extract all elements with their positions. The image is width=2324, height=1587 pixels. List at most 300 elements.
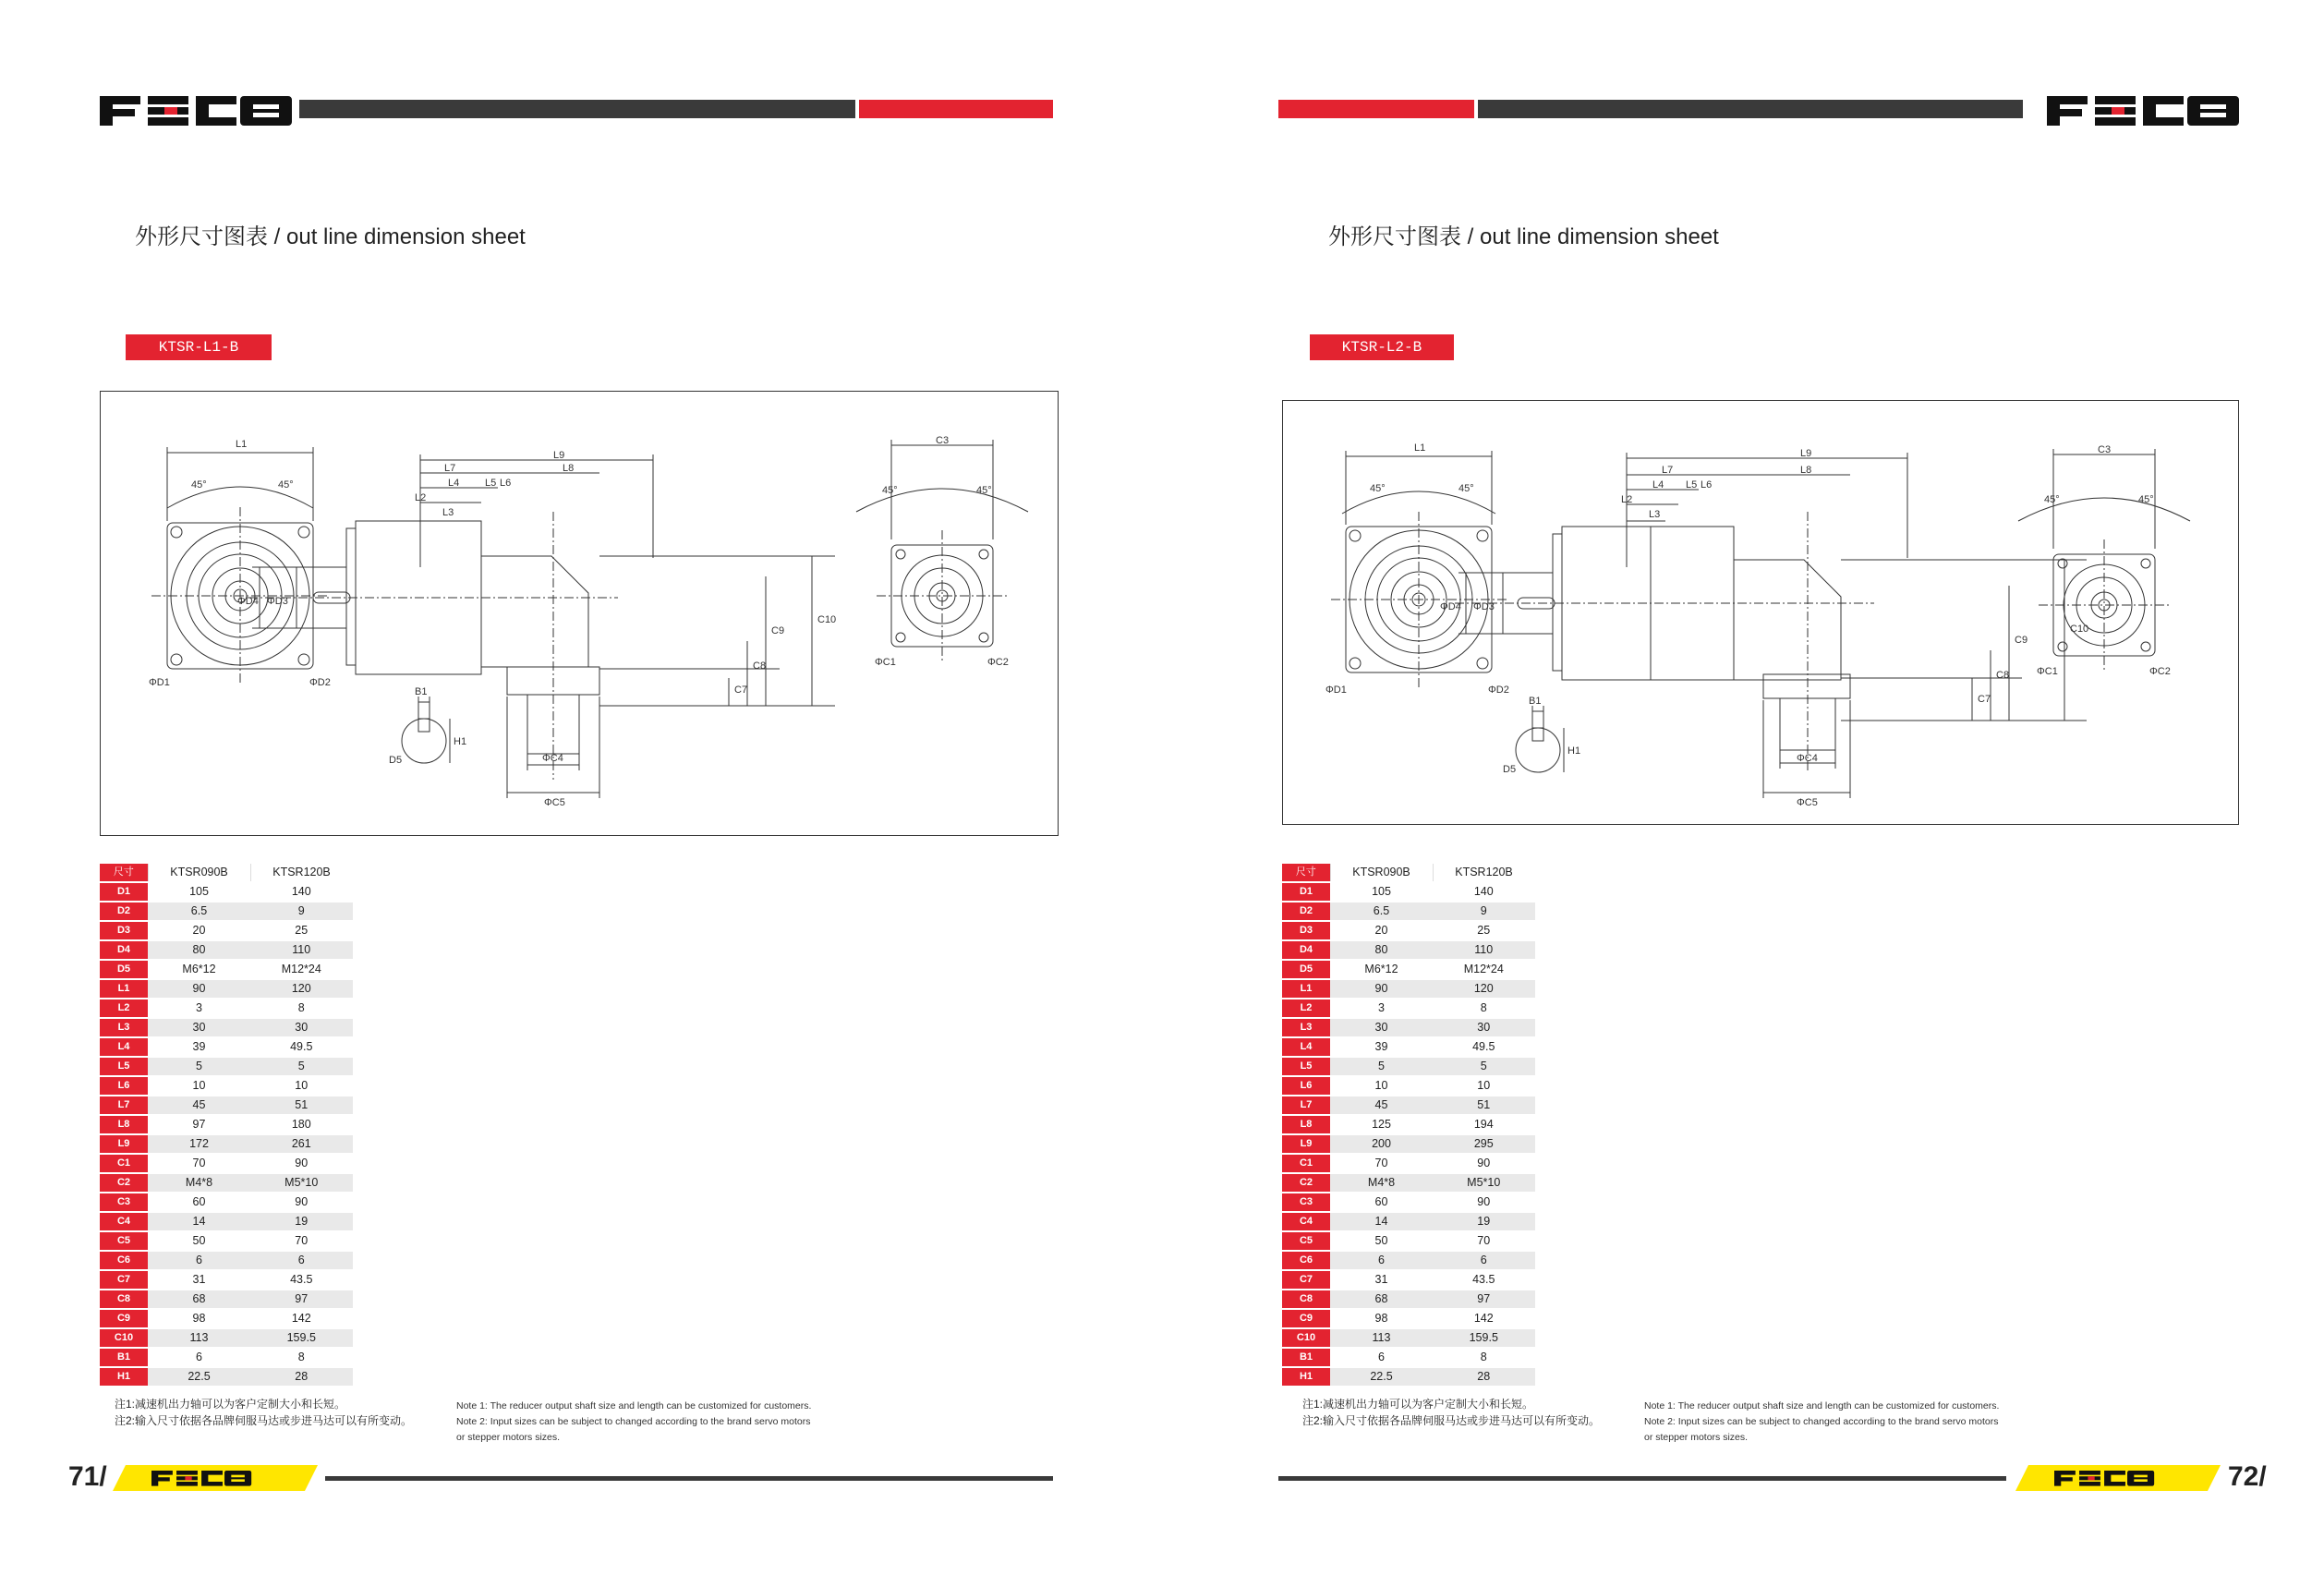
value-ktsr120b: 142: [250, 1309, 353, 1328]
value-ktsr120b: 19: [250, 1212, 353, 1231]
value-ktsr120b: 5: [250, 1057, 353, 1076]
value-ktsr090b: 22.5: [148, 1367, 250, 1387]
dimension-code: C1: [1282, 1154, 1330, 1173]
value-ktsr090b: 113: [1330, 1328, 1433, 1348]
value-ktsr120b: 180: [250, 1115, 353, 1134]
value-ktsr090b: 20: [1330, 921, 1433, 940]
note-cn-1: 注1:减速机出力轴可以为客户定制大小和长短。: [115, 1398, 346, 1411]
dimension-code: C2: [1282, 1173, 1330, 1193]
value-ktsr120b: 142: [1433, 1309, 1535, 1328]
value-ktsr090b: 6: [1330, 1348, 1433, 1367]
label-c7: C7: [734, 684, 748, 696]
value-ktsr090b: 50: [1330, 1231, 1433, 1251]
dimension-code: D4: [100, 940, 148, 960]
value-ktsr120b: 110: [250, 940, 353, 960]
dimension-code: L5: [100, 1057, 148, 1076]
value-ktsr120b: 70: [1433, 1231, 1535, 1251]
value-ktsr090b: 6.5: [148, 902, 250, 921]
dimension-code: L8: [1282, 1115, 1330, 1134]
table-head-col-2: KTSR120B: [1433, 864, 1535, 882]
value-ktsr120b: 49.5: [250, 1037, 353, 1057]
front-view: [1331, 451, 1508, 689]
table-row: [1282, 960, 1535, 979]
value-ktsr120b: 49.5: [1433, 1037, 1535, 1057]
value-ktsr090b: 68: [148, 1290, 250, 1309]
label-angle-4: 45°: [2138, 494, 2154, 505]
table-row: [1282, 1270, 1535, 1290]
table-row: [100, 1076, 353, 1096]
label-angle-1: 45°: [191, 479, 207, 491]
label-angle-3: 45°: [2044, 494, 2060, 505]
value-ktsr090b: 70: [148, 1154, 250, 1173]
label-l5: L5: [485, 478, 497, 489]
label-l9: L9: [553, 450, 565, 461]
value-ktsr120b: 90: [250, 1154, 353, 1173]
table-row: [1282, 1367, 1535, 1387]
value-ktsr120b: 159.5: [250, 1328, 353, 1348]
label-angle-2: 45°: [1459, 483, 1474, 494]
dimension-code: B1: [1282, 1348, 1330, 1367]
dimension-code: C5: [100, 1231, 148, 1251]
table-row: [1282, 1251, 1535, 1270]
label-d2: ΦD2: [1488, 684, 1509, 696]
dimension-code: L7: [1282, 1096, 1330, 1115]
table-row: [100, 1309, 353, 1328]
section-title: 外形尺寸图表 / out line dimension sheet: [1328, 224, 1719, 249]
dimension-code: D5: [1282, 960, 1330, 979]
value-ktsr090b: 3: [148, 999, 250, 1018]
value-ktsr090b: 39: [148, 1037, 250, 1057]
table-row: [1282, 1173, 1535, 1193]
note-cn-2: 注2:输入尺寸依据各品牌伺服马达或步进马达可以有所变动。: [1302, 1414, 1601, 1427]
dimension-code: L3: [1282, 1018, 1330, 1037]
value-ktsr120b: 25: [250, 921, 353, 940]
table-head-col-1: KTSR090B: [1330, 864, 1433, 882]
value-ktsr090b: 10: [1330, 1076, 1433, 1096]
label-c3: C3: [936, 435, 950, 446]
note-en-3: or stepper motors sizes.: [1644, 1432, 1749, 1443]
note-cn-2: 注2:输入尺寸依据各品牌伺服马达或步进马达可以有所变动。: [115, 1414, 413, 1427]
table-head-code: 尺寸: [1282, 864, 1330, 882]
value-ktsr090b: 97: [148, 1115, 250, 1134]
label-angle-2: 45°: [278, 479, 294, 491]
label-l2: L2: [415, 492, 427, 503]
note-en-2: Note 2: Input sizes can be subject to changed according to the brand servo motors: [1644, 1416, 1999, 1427]
table-row: [1282, 1328, 1535, 1348]
table-row: [100, 1231, 353, 1251]
value-ktsr090b: M4*8: [148, 1173, 250, 1193]
value-ktsr120b: 8: [250, 1348, 353, 1367]
value-ktsr090b: 60: [148, 1193, 250, 1212]
dimension-code: C4: [100, 1212, 148, 1231]
drawing-svg: [101, 392, 1058, 835]
dimension-code: L2: [100, 999, 148, 1018]
dimension-code: L5: [1282, 1057, 1330, 1076]
table-row: [1282, 921, 1535, 940]
label-c9: C9: [771, 625, 785, 636]
value-ktsr120b: 97: [250, 1290, 353, 1309]
table-row: [100, 921, 353, 940]
table-row: [1282, 1115, 1535, 1134]
table-row: [1282, 999, 1535, 1018]
value-ktsr120b: 194: [1433, 1115, 1535, 1134]
value-ktsr120b: 90: [1433, 1193, 1535, 1212]
table-body: [1282, 882, 1535, 1387]
value-ktsr120b: 295: [1433, 1134, 1535, 1154]
label-l4: L4: [448, 478, 460, 489]
label-l1: L1: [1414, 442, 1426, 454]
value-ktsr090b: 6: [1330, 1251, 1433, 1270]
table-row: [100, 940, 353, 960]
header-bar-dark: [1478, 100, 2023, 118]
label-c2: ΦC2: [987, 657, 1009, 668]
table-row: [100, 1270, 353, 1290]
value-ktsr120b: 51: [250, 1096, 353, 1115]
table-row: [1282, 1193, 1535, 1212]
dimension-code: C4: [1282, 1212, 1330, 1231]
value-ktsr090b: 98: [148, 1309, 250, 1328]
model-tag: KTSR-L2-B: [1310, 334, 1454, 360]
label-d3: ΦD3: [267, 596, 288, 607]
value-ktsr090b: 90: [148, 979, 250, 999]
value-ktsr090b: 80: [148, 940, 250, 960]
table-row: [100, 1328, 353, 1348]
dimension-code: L1: [1282, 979, 1330, 999]
dimension-code: L9: [1282, 1134, 1330, 1154]
label-d4: ΦD4: [237, 596, 259, 607]
table-row: [1282, 1290, 1535, 1309]
label-l6: L6: [500, 478, 512, 489]
label-c4: ΦC4: [1797, 753, 1818, 764]
dimension-code: C2: [100, 1173, 148, 1193]
label-b1: B1: [1529, 696, 1542, 707]
value-ktsr090b: 90: [1330, 979, 1433, 999]
label-l7: L7: [444, 463, 456, 474]
value-ktsr120b: 9: [1433, 902, 1535, 921]
value-ktsr090b: 70: [1330, 1154, 1433, 1173]
dimension-code: B1: [100, 1348, 148, 1367]
value-ktsr090b: 3: [1330, 999, 1433, 1018]
value-ktsr120b: M5*10: [250, 1173, 353, 1193]
label-c10: C10: [817, 614, 837, 625]
value-ktsr090b: 39: [1330, 1037, 1433, 1057]
dimension-code: C7: [100, 1270, 148, 1290]
label-l4: L4: [1652, 479, 1664, 491]
side-view: [1455, 453, 2087, 798]
dimension-code: D1: [1282, 882, 1330, 902]
dimension-code: L4: [100, 1037, 148, 1057]
value-ktsr120b: 120: [1433, 979, 1535, 999]
footer-badge: [2015, 1465, 2221, 1491]
value-ktsr090b: 14: [1330, 1212, 1433, 1231]
table-row: [1282, 1154, 1535, 1173]
table-row: [100, 1018, 353, 1037]
value-ktsr120b: 8: [1433, 1348, 1535, 1367]
value-ktsr120b: 51: [1433, 1096, 1535, 1115]
label-l6: L6: [1701, 479, 1713, 491]
value-ktsr090b: 105: [1330, 882, 1433, 902]
table-row: [1282, 1212, 1535, 1231]
table-row: [100, 1290, 353, 1309]
value-ktsr090b: 60: [1330, 1193, 1433, 1212]
value-ktsr120b: 25: [1433, 921, 1535, 940]
side-view: [248, 454, 835, 798]
label-d3: ΦD3: [1473, 601, 1495, 612]
table-row: [100, 1367, 353, 1387]
front-view: [151, 447, 330, 685]
dimension-code: D4: [1282, 940, 1330, 960]
dimension-table: [1282, 864, 1535, 1387]
label-h1: H1: [1567, 745, 1581, 757]
dimension-code: C3: [1282, 1193, 1330, 1212]
dimension-code: C9: [100, 1309, 148, 1328]
value-ktsr120b: 159.5: [1433, 1328, 1535, 1348]
table-row: [100, 999, 353, 1018]
table-row: [100, 1212, 353, 1231]
label-c4: ΦC4: [542, 753, 563, 764]
dimension-code: L9: [100, 1134, 148, 1154]
table-head-col-2: KTSR120B: [250, 864, 353, 882]
footer-line: [325, 1476, 1053, 1481]
value-ktsr090b: 6: [148, 1348, 250, 1367]
value-ktsr090b: 30: [148, 1018, 250, 1037]
label-l8: L8: [563, 463, 575, 474]
value-ktsr090b: 22.5: [1330, 1367, 1433, 1387]
value-ktsr090b: 200: [1330, 1134, 1433, 1154]
label-d2: ΦD2: [309, 677, 331, 688]
value-ktsr120b: 19: [1433, 1212, 1535, 1231]
label-c9: C9: [2015, 635, 2028, 646]
label-h1: H1: [454, 736, 467, 747]
dimension-code: L3: [100, 1018, 148, 1037]
output-view: [856, 440, 1028, 661]
page-number: 72/: [2228, 1461, 2267, 1492]
dimension-code: L2: [1282, 999, 1330, 1018]
header-bar-red: [1278, 100, 1474, 118]
label-d1: ΦD1: [1325, 684, 1347, 696]
label-c1: ΦC1: [875, 657, 896, 668]
page-right: [1162, 0, 2324, 1587]
label-l3: L3: [442, 507, 454, 518]
table-head-col-1: KTSR090B: [148, 864, 250, 882]
note-cn-1: 注1:减速机出力轴可以为客户定制大小和长短。: [1302, 1398, 1534, 1411]
dimension-code: L7: [100, 1096, 148, 1115]
value-ktsr120b: 70: [250, 1231, 353, 1251]
dimension-code: L4: [1282, 1037, 1330, 1057]
table-row: [100, 1173, 353, 1193]
table-row: [1282, 1348, 1535, 1367]
table-row: [100, 902, 353, 921]
value-ktsr120b: 120: [250, 979, 353, 999]
value-ktsr090b: 80: [1330, 940, 1433, 960]
label-l5: L5: [1686, 479, 1698, 491]
table-body: [100, 882, 353, 1387]
feco-logo: [2047, 96, 2239, 126]
table-row: [100, 1115, 353, 1134]
value-ktsr090b: 172: [148, 1134, 250, 1154]
value-ktsr090b: 31: [148, 1270, 250, 1290]
value-ktsr090b: 45: [1330, 1096, 1433, 1115]
label-l9: L9: [1800, 448, 1812, 459]
value-ktsr090b: 5: [1330, 1057, 1433, 1076]
note-en-3: or stepper motors sizes.: [456, 1432, 561, 1443]
value-ktsr120b: 261: [250, 1134, 353, 1154]
value-ktsr090b: M4*8: [1330, 1173, 1433, 1193]
value-ktsr090b: 113: [148, 1328, 250, 1348]
value-ktsr120b: 28: [250, 1367, 353, 1387]
dimension-code: C6: [100, 1251, 148, 1270]
table-row: [1282, 1037, 1535, 1057]
dimension-code: D3: [100, 921, 148, 940]
value-ktsr090b: 10: [148, 1076, 250, 1096]
dimension-code: C1: [100, 1154, 148, 1173]
note-en-2: Note 2: Input sizes can be subject to changed according to the brand servo motors: [456, 1416, 811, 1427]
table-row: [1282, 882, 1535, 902]
table-row: [100, 1193, 353, 1212]
dimension-code: D1: [100, 882, 148, 902]
feco-logo: [100, 96, 292, 126]
table-row: [1282, 1096, 1535, 1115]
note-en-1: Note 1: The reducer output shaft size and length can be customized for customers.: [456, 1400, 812, 1411]
value-ktsr120b: 28: [1433, 1367, 1535, 1387]
label-c7: C7: [1978, 694, 1991, 705]
table-row: [1282, 940, 1535, 960]
label-l3: L3: [1649, 509, 1661, 520]
section-title: 外形尺寸图表 / out line dimension sheet: [135, 224, 526, 249]
shaft-section: [1516, 706, 1564, 772]
label-angle-1: 45°: [1370, 483, 1386, 494]
value-ktsr120b: 90: [1433, 1154, 1535, 1173]
table-row: [100, 960, 353, 979]
dimension-code: C3: [100, 1193, 148, 1212]
label-angle-4: 45°: [976, 485, 992, 496]
value-ktsr120b: 90: [250, 1193, 353, 1212]
value-ktsr120b: 30: [1433, 1018, 1535, 1037]
dimension-code: D2: [1282, 902, 1330, 921]
label-c2: ΦC2: [2149, 666, 2171, 677]
label-c8: C8: [1996, 670, 2010, 681]
dimension-code: L1: [100, 979, 148, 999]
page-number: 71/: [68, 1461, 107, 1492]
table-row: [1282, 979, 1535, 999]
table-row: [100, 1096, 353, 1115]
table-row: [100, 979, 353, 999]
shaft-section: [402, 697, 450, 763]
dimension-code: C9: [1282, 1309, 1330, 1328]
value-ktsr090b: 45: [148, 1096, 250, 1115]
dimension-code: L8: [100, 1115, 148, 1134]
value-ktsr090b: 105: [148, 882, 250, 902]
value-ktsr120b: 140: [250, 882, 353, 902]
dimension-code: C8: [100, 1290, 148, 1309]
drawing-svg: [1283, 401, 2238, 824]
label-c1: ΦC1: [2037, 666, 2058, 677]
value-ktsr120b: 8: [1433, 999, 1535, 1018]
value-ktsr120b: 5: [1433, 1057, 1535, 1076]
value-ktsr120b: 10: [1433, 1076, 1535, 1096]
label-l7: L7: [1662, 465, 1674, 476]
table-row: [1282, 1076, 1535, 1096]
footer-badge: [113, 1465, 318, 1491]
header-bar-red: [859, 100, 1053, 118]
value-ktsr090b: 5: [148, 1057, 250, 1076]
table-row: [1282, 1057, 1535, 1076]
table-row: [100, 1348, 353, 1367]
table-row: [1282, 1231, 1535, 1251]
value-ktsr120b: M5*10: [1433, 1173, 1535, 1193]
label-d4: ΦD4: [1440, 601, 1461, 612]
value-ktsr120b: 9: [250, 902, 353, 921]
value-ktsr120b: 6: [250, 1251, 353, 1270]
note-en-1: Note 1: The reducer output shaft size and length can be customized for customers.: [1644, 1400, 2000, 1411]
table-row: [100, 882, 353, 902]
value-ktsr090b: 6: [148, 1251, 250, 1270]
label-c10: C10: [2070, 624, 2089, 635]
value-ktsr120b: 110: [1433, 940, 1535, 960]
label-l2: L2: [1621, 494, 1633, 505]
table-row: [100, 1251, 353, 1270]
value-ktsr090b: 14: [148, 1212, 250, 1231]
label-d1: ΦD1: [149, 677, 170, 688]
value-ktsr120b: 43.5: [250, 1270, 353, 1290]
value-ktsr120b: 97: [1433, 1290, 1535, 1309]
label-d5: D5: [1503, 764, 1517, 775]
table-row: [1282, 1134, 1535, 1154]
header-bar-dark: [299, 100, 855, 118]
value-ktsr090b: 31: [1330, 1270, 1433, 1290]
value-ktsr120b: 6: [1433, 1251, 1535, 1270]
value-ktsr090b: 30: [1330, 1018, 1433, 1037]
dimension-drawing: [100, 391, 1059, 836]
dimension-table: [100, 864, 353, 1387]
value-ktsr090b: M6*12: [1330, 960, 1433, 979]
dimension-drawing: [1282, 400, 2239, 825]
table-head-code: 尺寸: [100, 864, 148, 882]
value-ktsr120b: M12*24: [250, 960, 353, 979]
value-ktsr120b: 30: [250, 1018, 353, 1037]
footer-line: [1278, 1476, 2006, 1481]
label-d5: D5: [389, 755, 403, 766]
dimension-code: L6: [100, 1076, 148, 1096]
value-ktsr090b: 98: [1330, 1309, 1433, 1328]
table-row: [1282, 1018, 1535, 1037]
table-row: [1282, 902, 1535, 921]
value-ktsr090b: 125: [1330, 1115, 1433, 1134]
dimension-code: C10: [100, 1328, 148, 1348]
dimension-code: D2: [100, 902, 148, 921]
table-row: [100, 1154, 353, 1173]
label-l1: L1: [236, 439, 248, 450]
value-ktsr090b: 20: [148, 921, 250, 940]
value-ktsr090b: 68: [1330, 1290, 1433, 1309]
label-b1: B1: [415, 686, 428, 697]
table-row: [100, 1057, 353, 1076]
dimension-code: D5: [100, 960, 148, 979]
model-tag: KTSR-L1-B: [126, 334, 272, 360]
value-ktsr090b: 50: [148, 1231, 250, 1251]
dimension-code: L6: [1282, 1076, 1330, 1096]
label-angle-3: 45°: [882, 485, 898, 496]
dimension-code: H1: [1282, 1367, 1330, 1387]
value-ktsr120b: M12*24: [1433, 960, 1535, 979]
value-ktsr120b: 8: [250, 999, 353, 1018]
value-ktsr120b: 43.5: [1433, 1270, 1535, 1290]
dimension-code: C7: [1282, 1270, 1330, 1290]
value-ktsr090b: M6*12: [148, 960, 250, 979]
dimension-code: C8: [1282, 1290, 1330, 1309]
value-ktsr090b: 6.5: [1330, 902, 1433, 921]
table-row: [100, 1134, 353, 1154]
